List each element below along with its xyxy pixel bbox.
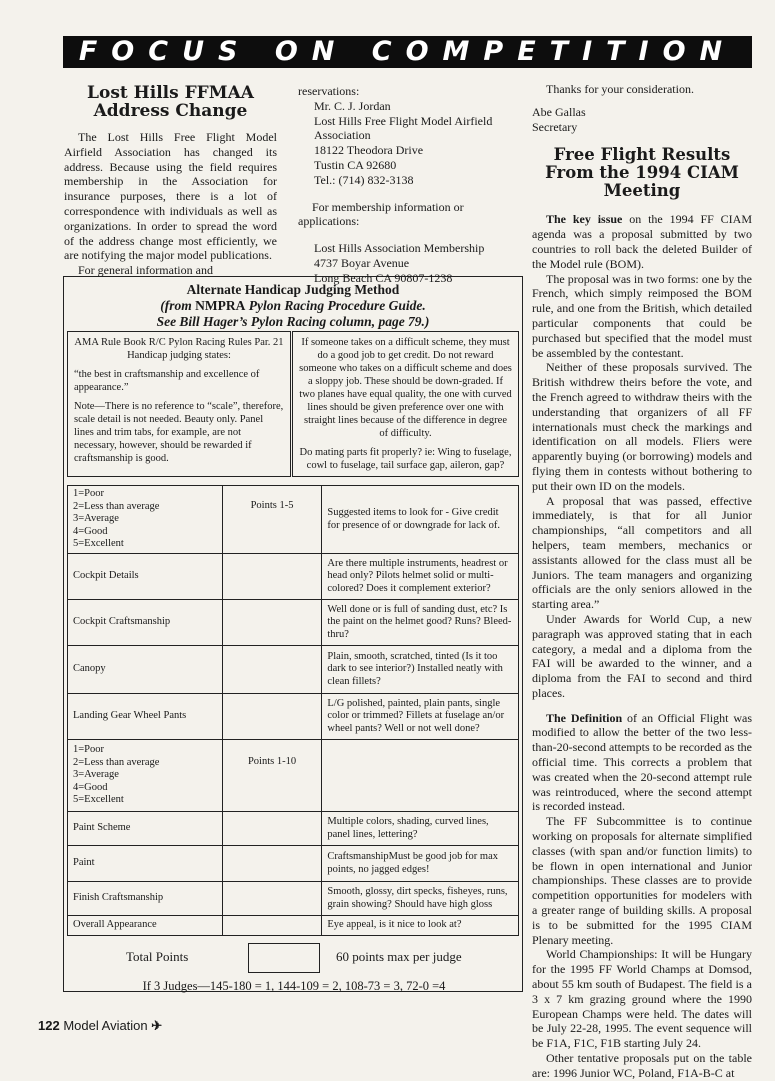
table-row (68, 740, 519, 812)
address-block-1 (298, 99, 508, 188)
article-paragraph: Neither of these proposals survived. The British withdrew theirs before the vote, and the French agreed to withdraw theirs with the understanding that organizers of all FF internationals must check the markings and identification on all models. Fliers were apparently buying (or borrowing) models and flying them in contests without bothering to put their own ID on the models. (532, 360, 752, 493)
rule-text: AMA Rule Book R/C Pylon Racing Rules Par. 21 Handicap judging states: (74, 337, 284, 361)
scale-cell (68, 740, 223, 812)
table-row (68, 486, 519, 554)
total-points-label: Total Points (126, 949, 189, 964)
address-line: Lost Hills Association Membership (314, 241, 485, 256)
column-3 (532, 82, 752, 1081)
rule-quote: “the best in craftsmanship and excellence of appearance.” (74, 369, 260, 393)
table-row (68, 882, 519, 916)
score-cell (222, 554, 322, 600)
article-paragraph: Other tentative proposals put on the table are: 1996 Junior WC, Poland, F1A-B-C at (532, 1051, 752, 1080)
guidance-text: Do mating parts fit properly? ie: Wing to fuselage, cowl to fuselage, tail surface gap, aileron, gap? (299, 447, 512, 471)
item-cell: Landing Gear Wheel Pants (68, 694, 223, 740)
airplane-icon: ✈ (151, 1018, 163, 1033)
address-line: Mr. C. J. Jordan (314, 98, 391, 113)
address-line: 4737 Boyar Avenue (314, 255, 410, 270)
scale-cell (68, 486, 223, 554)
page-number: 122 (38, 1018, 60, 1033)
points-cell: Points 1-5 (222, 486, 322, 554)
note-cell: Plain, smooth, scratched, tinted (Is it too dark to see interior?) Installed neatly with clean fillets? (322, 646, 519, 694)
score-cell (222, 812, 322, 846)
handicap-title-line (64, 298, 522, 314)
points-cell: Points 1-10 (222, 740, 322, 812)
magazine-name: Model Aviation (63, 1018, 148, 1033)
rule-note: Note—There is no reference to “scale”, therefore, scale detail is not needed. Beauty only. Panel lines and trim tabs, for example, are not necessary, however, should be rewarded if craftsmanship is good. (74, 401, 284, 464)
paragraph-text: on the 1994 FF CIAM agenda was a proposal submitted by two countries to roll back the deleted Builder of the Model rule (BOM). (532, 212, 752, 271)
scale-line: 3=Average (73, 769, 119, 781)
scale-line: 2=Less than average (73, 500, 160, 512)
article-title-lost-hills: Lost Hills FFMAA Address Change (87, 83, 254, 121)
address-line: 18122 Theodora Drive (314, 143, 424, 158)
column-2 (298, 84, 508, 286)
table-row (68, 916, 519, 936)
item-cell: Cockpit Details (68, 554, 223, 600)
judges-ranking-note: If 3 Judges—145-180 = 1, 144-109 = 2, 108-73 = 3, 72-0 =4 (142, 979, 446, 993)
note-cell: L/G polished, painted, plain pants, single color or trimmed? Fillets at fuselage an/or wheel pants? Well or not well done? (322, 694, 519, 740)
score-cell (222, 916, 322, 936)
note-cell: Multiple colors, shading, curved lines, panel lines, lettering? (322, 812, 519, 846)
scale-line: 4=Good (73, 781, 108, 793)
address-line: Tustin CA 92680 (314, 157, 397, 172)
article-paragraph: A proposal that was passed, effective immediately, is that for all Junior championships, “all competitors and all helpers, team members, mechanics or assistants allowed for the class must all be Juniors. The team managers and organizing officials are the only seniors allowed in the starting area.” (532, 493, 752, 612)
item-cell: Cockpit Craftsmanship (68, 600, 223, 646)
score-cell (222, 600, 322, 646)
signature-title: Secretary (532, 119, 578, 134)
table-row (68, 694, 519, 740)
lead-in: The Definition (546, 710, 623, 725)
article-paragraph: Thanks for your consideration. (546, 82, 694, 96)
rule-quote-box (67, 331, 291, 477)
guidance-text: If someone takes on a difficult scheme, they must do a good job to get credit. Do not reward someone who takes on a difficult scheme and does a sloppy job. These should be down-graded. If two planes have equal quality, the one with curved lines should be given preference over one with straight lines because of the difference in degree of difficulty. (299, 337, 512, 439)
article-paragraph: For membership information or applications: (298, 199, 464, 229)
page-footer (38, 1018, 162, 1034)
title-part: (from (160, 298, 196, 313)
total-points-box (248, 943, 320, 973)
note-cell (322, 740, 519, 812)
signature-name: Abe Gallas (532, 104, 586, 119)
article-paragraph: World Championships: It will be Hungary for the 1995 FF World Champs at Domsod, about 55 km south of Budapest. The field is a 3 x 7 km grazing ground where the 1990 European Champs were held. The dates will be July 22-28, 1995. The event sequence will be F1A, F1C, F1B starting July 24. (532, 947, 752, 1051)
scale-line: 4=Good (73, 525, 108, 537)
section-banner: FOCUS ON COMPETITION (63, 36, 752, 68)
item-cell: Finish Craftsmanship (68, 882, 223, 916)
article-paragraph: reservations: (298, 84, 360, 98)
scale-line: 5=Excellent (73, 538, 124, 550)
item-cell: Paint Scheme (68, 812, 223, 846)
scale-line: 1=Poor (73, 744, 105, 756)
article-paragraph: Under Awards for World Cup, a new paragraph was approved stating that in each category, a medal and a diploma from the FAI will be awarded to the winner, and a diploma from the FAI to second and third places. (532, 611, 752, 700)
article-paragraph (532, 711, 752, 815)
total-max-note: 60 points max per judge (336, 949, 462, 964)
table-row (68, 554, 519, 600)
note-cell: Smooth, glossy, dirt specks, fisheyes, runs, grain showing? Should have high gloss (322, 882, 519, 916)
total-points-row (64, 941, 524, 975)
handicap-title-line: Alternate Handicap Judging Method (186, 282, 400, 297)
note-cell: Suggested items to look for - Give credit for presence of or downgrade for lack of. (322, 486, 519, 554)
table-row (68, 812, 519, 846)
address-line: Tel.: (714) 832-3138 (314, 172, 414, 187)
note-cell: Eye appeal, is it nice to look at? (322, 916, 519, 936)
score-cell (222, 694, 322, 740)
paragraph-text: of an Official Flight was modified to allow the better of the two less-than-20-second attempts to be recorded as the official time. This corrects a problem that was created when the 20-second attempt rule was reintroduced, where the second attempt is recorded instead. (532, 710, 752, 814)
address-line: Long Beach CA 90807-1238 (314, 270, 453, 285)
column-1 (64, 84, 277, 278)
lead-in: The key issue (546, 212, 623, 227)
article-paragraph (532, 212, 752, 271)
score-cell (222, 646, 322, 694)
note-cell: CraftsmanshipMust be good job for max points, no jagged edges! (322, 846, 519, 882)
scale-line: 2=Less than average (73, 756, 160, 768)
table-row (68, 600, 519, 646)
note-cell: Are there multiple instruments, headrest or head only? Pilots helmet solid or multi-colored? Does it complement exterior? (322, 554, 519, 600)
title-part: Pylon Racing Procedure Guide. (245, 298, 426, 313)
title-part: NMPRA (195, 298, 246, 313)
scale-line: 1=Poor (73, 488, 105, 500)
score-cell (222, 882, 322, 916)
article-paragraph: For general information and (78, 263, 213, 278)
article-paragraph: The Lost Hills Free Flight Model Airfield Association has changed its address. Because using the field requires membership in the Association for insurance purposes, there is a lot of correspondence with individuals as well as organizations. In order to spread the word of the address change most efficiently, we are notifying the major model publications. (64, 130, 277, 263)
handicap-judging-box (63, 276, 523, 992)
article-title-ciam: Free Flight Results From the 1994 CIAM Meeting (545, 145, 739, 201)
article-paragraph: The FF Subcommittee is to continue working on proposals for alternate simplified classes (with span and/or function limits) to be flown in open international and Junior championships. These classes are to provide competition opportunities for modelers with a greater range of building skills. A proposal is to be submitted for the 1995 CIAM Plenary meeting. (532, 814, 752, 947)
guidance-box (292, 331, 519, 477)
address-line: Lost Hills Free Flight Model Airfield Association (314, 113, 493, 143)
article-paragraph: The proposal was in two forms: one by the French, which simply reimposed the BOM rule, and one from the British, which detailed particular components that could be purchased but specified that the model must be assembled by the contestant. (532, 271, 752, 360)
note-cell: Well done or is full of sanding dust, etc? Is the paint on the helmet good? Runs? Bleed-thru? (322, 600, 519, 646)
judging-table (67, 485, 519, 936)
item-cell: Canopy (68, 646, 223, 694)
scale-line: 5=Excellent (73, 794, 124, 806)
handicap-title-line: See Bill Hager’s Pylon Racing column, page 79.) (156, 314, 430, 329)
score-cell (222, 846, 322, 882)
scale-line: 3=Average (73, 513, 119, 525)
handicap-title (64, 277, 522, 330)
item-cell: Paint (68, 846, 223, 882)
item-cell: Overall Appearance (68, 916, 223, 936)
table-row (68, 646, 519, 694)
table-row (68, 846, 519, 882)
